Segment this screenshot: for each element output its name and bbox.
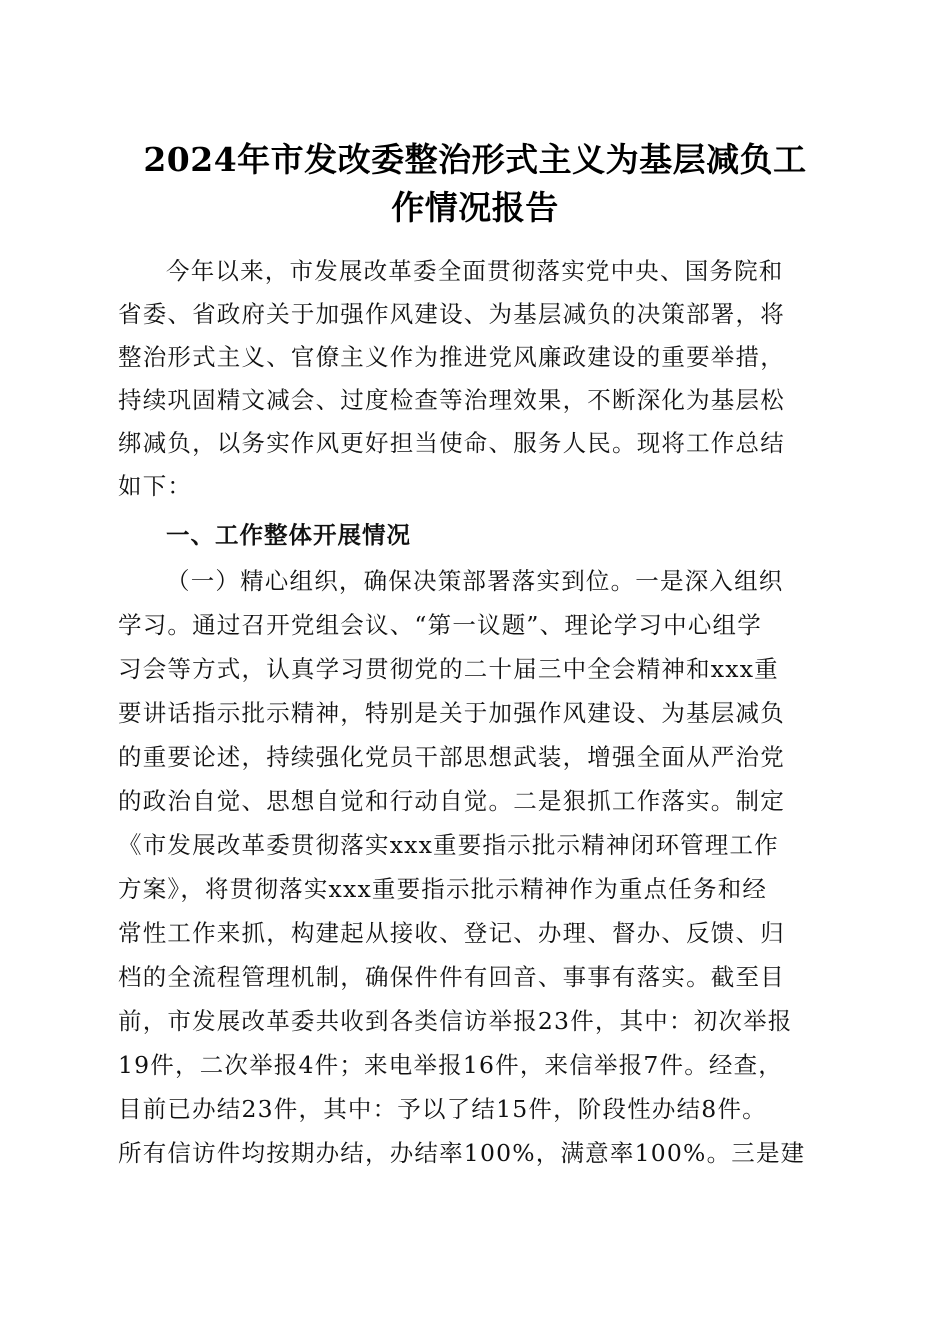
paragraph-line: 档的全流程管理机制，确保件件有回音、事事有落实。截至目 xyxy=(118,963,785,991)
paragraph-line: 的重要论述，持续强化党员干部思想武装，增强全面从严治党 xyxy=(118,743,785,771)
paragraph-line: 前，市发展改革委共收到各类信访举报23件，其中：初次举报 xyxy=(118,1007,793,1035)
paragraph-line: （一）精心组织，确保决策部署落实到位。一是深入组织 xyxy=(166,567,784,595)
paragraph-line: 绑减负，以务实作风更好担当使命、服务人民。现将工作总结 xyxy=(118,429,785,457)
paragraph-line: 省委、省政府关于加强作风建设、为基层减负的决策部署，将 xyxy=(118,300,785,328)
paragraph-line: 如下： xyxy=(118,472,193,500)
paragraph-line: 常性工作来抓，构建起从接收、登记、办理、督办、反馈、归 xyxy=(118,919,785,947)
paragraph-line: 要讲话指示批示精神，特别是关于加强作风建设、为基层减负 xyxy=(118,699,785,727)
paragraph-line: 目前已办结23件，其中：予以了结15件，阶段性办结8件。 xyxy=(118,1095,767,1123)
paragraph-line: 19件，二次举报4件；来电举报16件，来信举报7件。经查， xyxy=(118,1051,784,1079)
paragraph-line: 方案》，将贯彻落实xxx重要指示批示精神作为重点任务和经 xyxy=(118,875,768,903)
document-title-line-1: 2024年市发改委整治形式主义为基层减负工 xyxy=(143,140,807,179)
document-title-line-2: 作情况报告 xyxy=(391,188,559,227)
paragraph-line: 所有信访件均按期办结，办结率100%，满意率100%。三是建 xyxy=(118,1139,806,1167)
paragraph-line: 学习。通过召开党组会议、“第一议题”、理论学习中心组学 xyxy=(118,611,762,639)
paragraph-line: 的政治自觉、思想自觉和行动自觉。二是狠抓工作落实。制定 xyxy=(118,787,785,815)
paragraph-line: 持续巩固精文减会、过度检查等治理效果，不断深化为基层松 xyxy=(118,386,785,414)
paragraph-line: 今年以来，市发展改革委全面贯彻落实党中央、国务院和 xyxy=(166,257,784,285)
paragraph-line: 习会等方式，认真学习贯彻党的二十届三中全会精神和xxx重 xyxy=(118,655,779,683)
paragraph-line: 《市发展改革委贯彻落实xxx重要指示批示精神闭环管理工作 xyxy=(118,831,779,859)
paragraph-line: 整治形式主义、官僚主义作为推进党风廉政建设的重要举措， xyxy=(118,343,785,371)
section-heading: 一、工作整体开展情况 xyxy=(166,521,411,549)
